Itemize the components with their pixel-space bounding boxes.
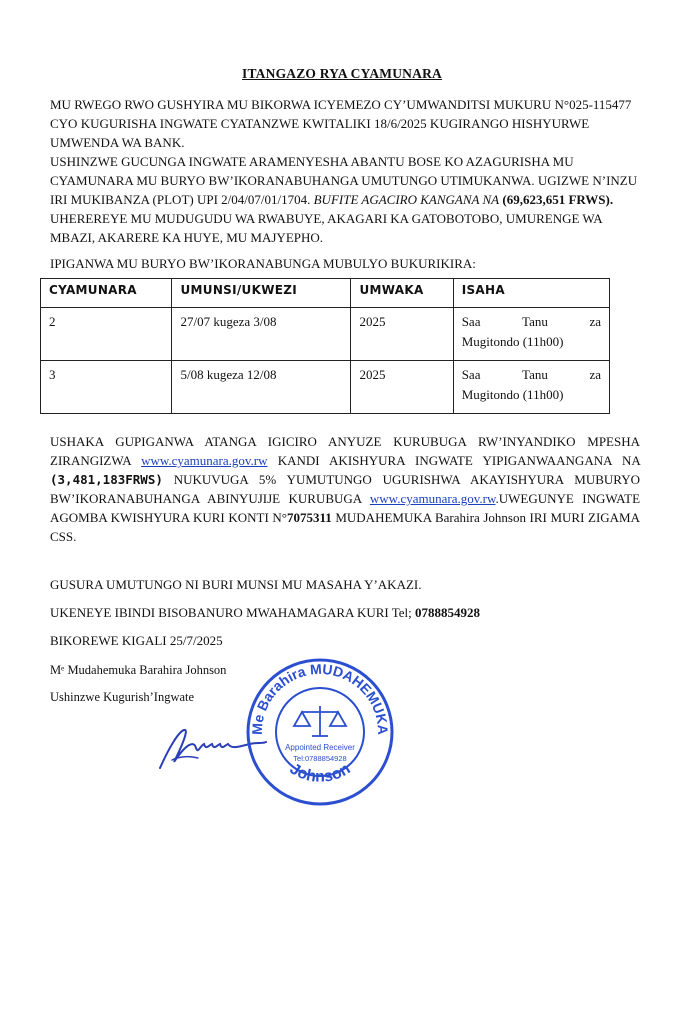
time-word-2: Tanu [522, 314, 548, 329]
table-header-row [41, 279, 610, 308]
svg-text:Johnson [287, 760, 354, 785]
paragraph-bidding [50, 432, 640, 546]
time-word-1: Saa [461, 367, 481, 382]
column-header-auction: CYAMUNARA [41, 279, 172, 308]
column-header-date: UMUNSI/UKWEZI [172, 279, 351, 308]
time-detail: Mugitondo (11h00) [461, 334, 564, 349]
auction-date: 5/08 kugeza 12/08 [172, 361, 351, 414]
property-location: UHEREREYE MU MUDUGUDU WA RWABUYE, AKAGARI KA GATOBOTOBO, UMURENGE WA MBAZI, AKARERE KA HUYE, MU MAJYEPHO. [50, 211, 602, 245]
paragraph-contact [50, 603, 640, 622]
time-detail: Mugitondo (11h00) [461, 387, 564, 402]
bidding-text-1: USHAKA GUPIGANWA ATANGA IGICIRO ANYUZE KURUBUGA RW’INYANDIKO MPESHA ZIRANGIZWA [50, 434, 640, 468]
official-stamp [240, 650, 400, 810]
stamp-tel-text: Tel:0788854928 [293, 754, 347, 763]
table-row [41, 361, 610, 414]
bidding-text-5: MUDAHEMUKA Barahira Johnson IRI MURI ZIGAMA CSS. [50, 510, 640, 544]
contact-text: UKENEYE IBINDI BISOBANURO MWAHAMAGARA KURI Tel; [50, 605, 412, 620]
bidding-text-4: .UWEGUNYE INGWATE AGOMBA KWISHYURA KURI KONTI N° [50, 491, 641, 525]
auction-time [453, 308, 609, 361]
stamp-top-text: Me Barahira MUDAHEMUKA [248, 660, 392, 736]
stamp-bottom-text: Johnson [286, 760, 354, 786]
scales-icon [294, 706, 346, 736]
stamp-middle-text: Appointed Receiver [285, 743, 355, 752]
auction-time [453, 361, 609, 414]
table-row [41, 308, 610, 361]
paragraph-intro: MU RWEGO RWO GUSHYIRA MU BIKORWA ICYEMEZO CY’UMWANDITSI MUKURU N°025-115477 CYO KUGURISHA INGWATE CYATANZWE KWITALIKI 18/6/2025 KUGIRANGO HISHYURWE UMWENDA WA BANK. [50, 97, 632, 150]
time-word-2: Tanu [522, 367, 548, 382]
auction-year: 2025 [351, 308, 453, 361]
bidding-text-2: KANDI AKISHYURA INGWATE YIPIGANWAANGANA NA [277, 453, 640, 468]
column-header-time: ISAHA [453, 279, 609, 308]
property-value: (69,623,651 FRWS). [502, 192, 614, 207]
time-word-3: za [589, 314, 601, 329]
auction-number: 3 [41, 361, 172, 414]
property-value-label: BUFITE AGACIRO KANGANA NA [313, 192, 500, 207]
auction-website-link[interactable]: www.cyamunara.gov.rw [141, 453, 268, 468]
paragraph-visit: GUSURA UMUTUNGO NI BURI MUNSI MU MASAHA Y’AKAZI. [50, 577, 422, 592]
signer-name: Mᵉ Mudahemuka Barahira Johnson [50, 663, 227, 677]
paragraph-property [50, 152, 640, 247]
deposit-amount: (3,481,183FRWS) [50, 472, 163, 487]
auction-date: 27/07 kugeza 3/08 [172, 308, 351, 361]
notice-title: ITANGAZO RYA CYAMUNARA [242, 66, 442, 81]
column-header-year: UMWAKA [351, 279, 453, 308]
auction-number: 2 [41, 308, 172, 361]
time-word-3: za [589, 367, 601, 382]
auction-website-link-2[interactable]: www.cyamunara.gov.rw [369, 491, 496, 506]
signer-role: Ushinzwe Kugurish’Ingwate [50, 690, 195, 704]
contact-phone: 0788854928 [415, 605, 481, 620]
account-number: 7075311 [286, 510, 332, 525]
bidding-text-3: NUKUVUGA 5% YUMUTUNGO UGURISHWA AKAYISHYURA MUBURYO BW’IKORANABUHANGA ABINYUJIJE KURUBUGA [50, 472, 640, 506]
auction-schedule-table [40, 278, 610, 414]
paragraph-schedule-intro: IPIGANWA MU BURYO BW’IKORANABUNGA MUBULYO BUKURIKIRA: [50, 256, 476, 271]
property-description: USHINZWE GUCUNGA INGWATE ARAMENYESHA ABANTU BOSE KO AZAGURISHA MU CYAMUNARA MU BURYO BW’IKORANABUHANGA UMUTUNGO UTIMUKANWA. UGIZWE N’INZU IRI MUKIBANZA (PLOT) UPI 2/04/07/01/1704. [50, 154, 638, 207]
time-word-1: Saa [461, 314, 481, 329]
paragraph-place-date: BIKOREWE KIGALI 25/7/2025 [50, 633, 223, 648]
auction-year: 2025 [351, 361, 453, 414]
